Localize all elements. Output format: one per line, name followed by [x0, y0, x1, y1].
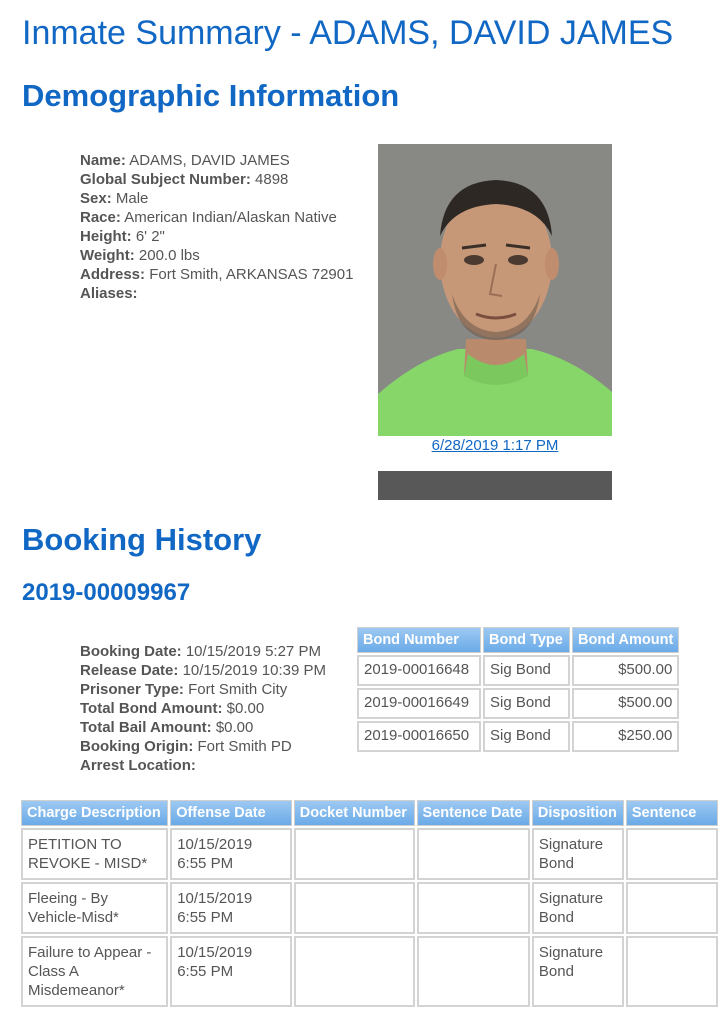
- field-value: 6' 2": [135, 228, 165, 245]
- total-bail-amount-field: [80, 718, 326, 737]
- booking-date-field: [80, 642, 326, 661]
- field-label: Address:: [80, 266, 146, 283]
- sentence-date-cell: [417, 828, 530, 880]
- field-label: Race:: [80, 209, 121, 226]
- booking-info: [80, 642, 326, 775]
- bond-table-header: [357, 627, 679, 653]
- arrest-location-field: [80, 756, 326, 775]
- field-value: American Indian/Alaskan Native: [124, 209, 337, 226]
- table-row: [21, 936, 718, 1007]
- charges-table: [19, 798, 720, 1009]
- table-row: [357, 688, 679, 719]
- height-field: [80, 227, 353, 246]
- field-label: Release Date:: [80, 662, 179, 679]
- mugshot-photo[interactable]: [378, 144, 612, 436]
- field-value: Fort Smith, ARKANSAS 72901: [149, 266, 354, 283]
- weight-field: [80, 246, 353, 265]
- name-field: [80, 151, 353, 170]
- address-field: [80, 265, 353, 284]
- field-label: Aliases:: [80, 285, 138, 302]
- sentence-cell: [626, 828, 718, 880]
- disposition-cell: Signature Bond: [532, 882, 624, 934]
- table-row: [357, 721, 679, 752]
- sentence-cell: [626, 936, 718, 1007]
- field-value: 200.0 lbs: [138, 247, 200, 264]
- additional-photo-image: [378, 471, 612, 500]
- col-header: Docket Number: [294, 800, 415, 826]
- field-label: Global Subject Number:: [80, 171, 251, 188]
- offense-date-cell: 10/15/2019 6:55 PM: [170, 936, 292, 1007]
- bond-amount-cell: $500.00: [572, 655, 679, 686]
- aliases-field: [80, 284, 353, 303]
- total-bond-amount-field: [80, 699, 326, 718]
- offense-date-cell: 10/15/2019 6:55 PM: [170, 882, 292, 934]
- sex-field: [80, 189, 353, 208]
- booking-origin-field: [80, 737, 326, 756]
- docket-number-cell: [294, 882, 415, 934]
- field-label: Total Bail Amount:: [80, 719, 212, 736]
- bond-table: [355, 625, 681, 754]
- sentence-date-cell: [417, 882, 530, 934]
- bond-amount-cell: $250.00: [572, 721, 679, 752]
- field-value: 10/15/2019 10:39 PM: [182, 662, 327, 679]
- docket-number-cell: [294, 936, 415, 1007]
- disposition-cell: Signature Bond: [532, 936, 624, 1007]
- release-date-field: [80, 661, 326, 680]
- field-value: $0.00: [215, 719, 254, 736]
- prisoner-type-field: [80, 680, 326, 699]
- field-label: Height:: [80, 228, 132, 245]
- charge-description-cell: Failure to Appear - Class A Misdemeanor*: [21, 936, 168, 1007]
- charge-description-cell: Fleeing - By Vehicle-Misd*: [21, 882, 168, 934]
- global-subject-number-field: [80, 170, 353, 189]
- field-value: Fort Smith City: [188, 681, 288, 698]
- field-value: 10/15/2019 5:27 PM: [185, 643, 321, 660]
- offense-date-cell: 10/15/2019 6:55 PM: [170, 828, 292, 880]
- charges-table-header: [21, 800, 718, 826]
- table-row: [21, 882, 718, 934]
- photo-date-link[interactable]: 6/28/2019 1:17 PM: [431, 437, 559, 454]
- col-header: Bond Number: [357, 627, 481, 653]
- bond-type-cell: Sig Bond: [483, 688, 570, 719]
- charge-description-cell: PETITION TO REVOKE - MISD*: [21, 828, 168, 880]
- field-label: Name:: [80, 152, 126, 169]
- bond-number-cell: 2019-00016648: [357, 655, 481, 686]
- mugshot-image: [378, 144, 612, 436]
- field-value: Fort Smith PD: [197, 738, 292, 755]
- field-value: Male: [115, 190, 149, 207]
- col-header: Bond Amount: [572, 627, 679, 653]
- demographic-info: [80, 151, 353, 303]
- additional-photo[interactable]: [378, 471, 612, 500]
- field-label: Booking Origin:: [80, 738, 194, 755]
- field-value: $0.00: [226, 700, 265, 717]
- disposition-cell: Signature Bond: [532, 828, 624, 880]
- col-header: Charge Description: [21, 800, 168, 826]
- bond-number-cell: 2019-00016649: [357, 688, 481, 719]
- col-header: Offense Date: [170, 800, 292, 826]
- booking-number: 2019-00009967: [22, 579, 191, 606]
- race-field: [80, 208, 353, 227]
- docket-number-cell: [294, 828, 415, 880]
- booking-history-heading: Booking History: [22, 522, 262, 557]
- table-row: [21, 828, 718, 880]
- col-header: Disposition: [532, 800, 624, 826]
- bond-type-cell: Sig Bond: [483, 721, 570, 752]
- field-label: Prisoner Type:: [80, 681, 184, 698]
- field-label: Weight:: [80, 247, 135, 264]
- field-label: Arrest Location:: [80, 757, 196, 774]
- table-row: [357, 655, 679, 686]
- sentence-cell: [626, 882, 718, 934]
- field-value: 4898: [255, 171, 289, 188]
- col-header: Sentence: [626, 800, 718, 826]
- bond-amount-cell: $500.00: [572, 688, 679, 719]
- page-title: Inmate Summary - ADAMS, DAVID JAMES: [22, 14, 674, 52]
- field-value: ADAMS, DAVID JAMES: [129, 152, 290, 169]
- field-label: Booking Date:: [80, 643, 182, 660]
- col-header: Bond Type: [483, 627, 570, 653]
- field-label: Total Bond Amount:: [80, 700, 223, 717]
- field-label: Sex:: [80, 190, 112, 207]
- bond-type-cell: Sig Bond: [483, 655, 570, 686]
- demographic-heading: Demographic Information: [22, 78, 400, 113]
- bond-number-cell: 2019-00016650: [357, 721, 481, 752]
- sentence-date-cell: [417, 936, 530, 1007]
- col-header: Sentence Date: [417, 800, 530, 826]
